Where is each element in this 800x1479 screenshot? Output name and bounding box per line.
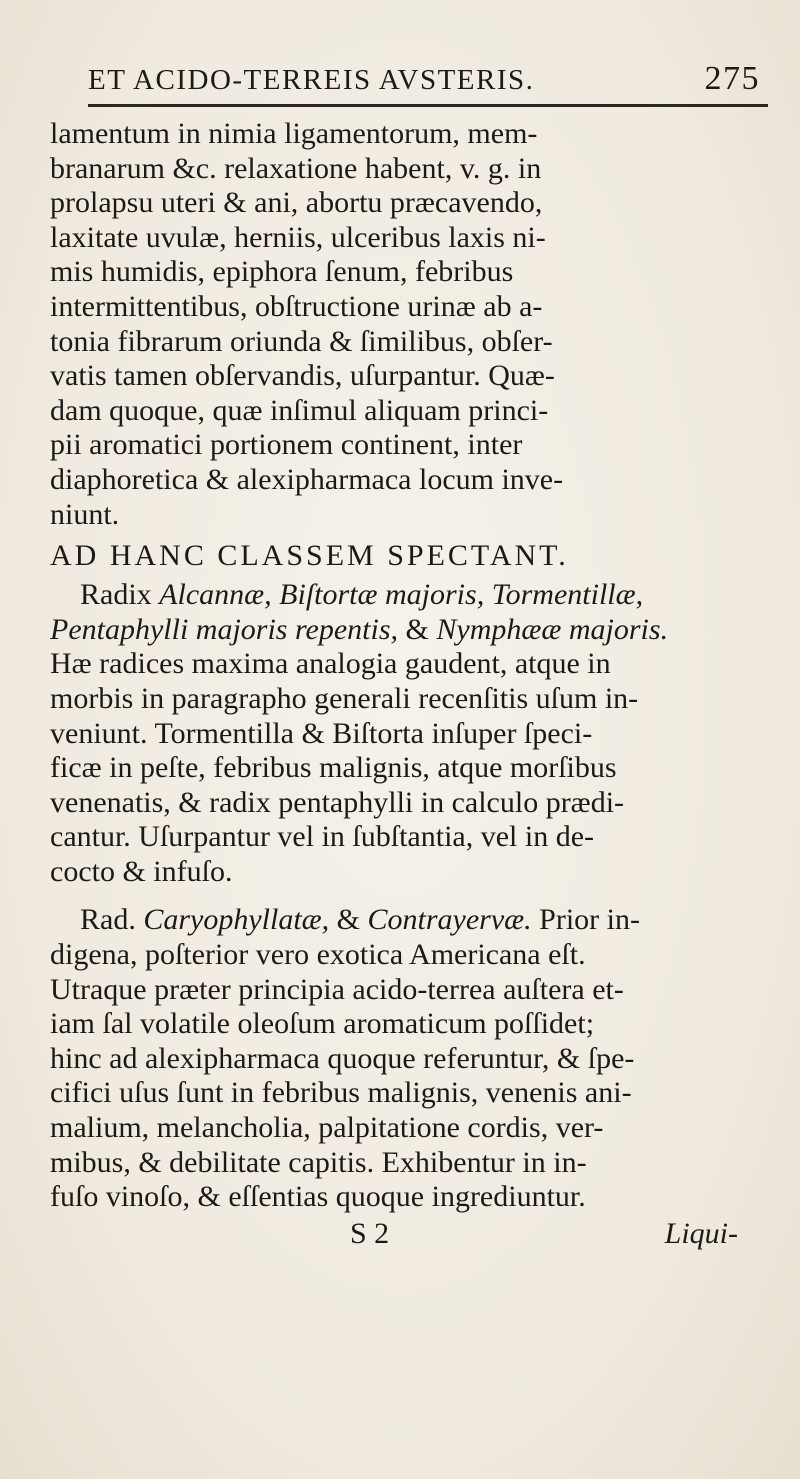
section-heading: AD HANC CLASSEM SPECTANT.: [50, 539, 569, 573]
text-run: cocto & infuſo.: [50, 854, 233, 888]
text-run: iam ſal volatile oleoſum aromaticum poſſidet;: [50, 1007, 595, 1041]
text-line: dam quoque, quӕ inſimul aliquam princi-: [50, 393, 549, 427]
text-line: [50, 682, 768, 717]
text-run: Hӕ radices maxima analogia gaudent, atque in: [50, 647, 611, 681]
text-line: mis humidis, epiphora ſenum, febribus: [50, 255, 514, 289]
paragraph-gap: [50, 889, 768, 903]
text-line: [50, 1180, 768, 1215]
text-line: [50, 855, 768, 890]
page-number: 275: [704, 60, 760, 97]
text-line: diaphoretica & alexipharmaca locum inve-: [50, 462, 564, 496]
text-run: cantur. Uſurpantur vel in ſubſtantia, vel in de-: [50, 820, 595, 854]
text-line: prolapsu uteri & ani, abortu prӕcavendo,: [50, 186, 543, 220]
text-line: [50, 1146, 768, 1181]
text-line: [50, 578, 768, 613]
text-run: Prior in-: [531, 903, 640, 937]
text-line: intermittentibus, obſtructione urinӕ ab a-: [50, 289, 543, 323]
text-run: hinc ad alexipharmaca quoque referuntur, & ſpe-: [50, 1041, 635, 1075]
text-line: laxitate uvulӕ, herniis, ulceribus laxis ni-: [50, 220, 546, 254]
paragraph-1: [50, 117, 768, 532]
signature-mark: S 2: [350, 1216, 390, 1250]
text-run: &: [405, 612, 437, 646]
text-line: niunt.: [50, 497, 120, 531]
running-title: ET ACIDO-TERREIS AVSTERIS.: [88, 64, 535, 96]
italic-run: Pentaphylli majoris repentis,: [50, 612, 406, 646]
text-line: vatis tamen obſervandis, uſurpantur. Quӕ-: [50, 359, 555, 393]
running-header: [50, 60, 768, 98]
text-line: [50, 613, 768, 648]
text-run: cifici uſus ſunt in febribus malignis, venenis ani-: [50, 1076, 632, 1110]
text-run: mibus, & debilitate capitis. Exhibentur in in-: [50, 1145, 587, 1179]
paragraph-2: [50, 578, 768, 889]
text-line: [50, 938, 768, 973]
text-run: ficӕ in peſte, febribus malignis, atque morſibus: [50, 751, 617, 785]
text-line: [50, 786, 768, 821]
text-line: [50, 647, 768, 682]
text-line: tonia fibrarum oriunda & ſimilibus, obſer-: [50, 324, 553, 358]
text-run: &: [336, 903, 368, 937]
text-line: lamentum in nimia ligamentorum, mem-: [50, 117, 538, 150]
text-run: digena, poſterior vero exotica Americana eſt.: [50, 938, 586, 972]
page-footer: [50, 1215, 768, 1251]
text-line: [50, 903, 768, 938]
italic-run: Contrayervӕ.: [367, 903, 532, 937]
text-line: [50, 1111, 768, 1146]
text-line: [50, 1042, 768, 1077]
text-run: malium, melancholia, palpitatione cordis, ver-: [50, 1111, 604, 1145]
text-line: [50, 717, 768, 752]
italic-run: Caryophyllatӕ,: [143, 903, 337, 937]
text-line: branarum &c. relaxatione habent, v. g. in: [50, 151, 542, 185]
text-run: Rad.: [80, 903, 144, 937]
text-run: veniunt. Tormentilla & Biſtorta inſuper ſpeci-: [50, 716, 593, 750]
italic-run: Alcannӕ, Biſtortӕ majoris, Tormentillӕ,: [159, 578, 644, 612]
text-run: Radix: [80, 578, 160, 612]
catchword: Liqui-: [664, 1216, 738, 1250]
text-line: [50, 1076, 768, 1111]
text-run: Utraque prӕter principia acido-terrea auſtera et-: [50, 972, 624, 1006]
text-line: [50, 1007, 768, 1042]
italic-run: Nymphӕӕ majoris.: [436, 612, 669, 646]
paragraph-3: [50, 903, 768, 1214]
text-line: [50, 973, 768, 1008]
text-line: [50, 820, 768, 855]
text-run: morbis in paragrapho generali recenſitis uſum in-: [50, 681, 639, 715]
text-run: venenatis, & radix pentaphylli in calculo prӕdi-: [50, 785, 625, 819]
text-run: fuſo vinoſo, & eſſentias quoque ingrediuntur.: [50, 1180, 586, 1214]
header-rule: [88, 104, 768, 107]
text-line: [50, 751, 768, 786]
text-line: pii aromatici portionem continent, inter: [50, 428, 523, 462]
